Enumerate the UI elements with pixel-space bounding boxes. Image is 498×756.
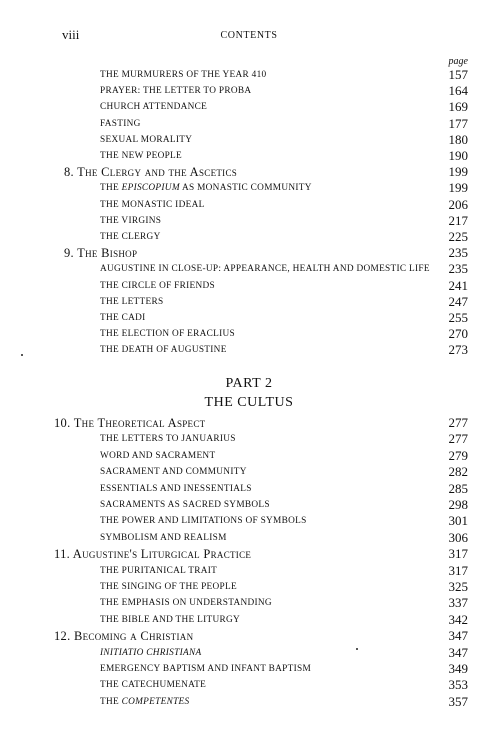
section-entry bbox=[100, 67, 468, 83]
page-number: 199 bbox=[448, 164, 468, 180]
section-title: SEXUAL MORALITY bbox=[100, 134, 193, 145]
section-entry bbox=[100, 132, 468, 148]
section-title: THE PURITANICAL TRAIT bbox=[100, 565, 218, 576]
section-title: THE ELECTION OF ERACLIUS bbox=[100, 329, 236, 340]
section-title: ESSENTIALS AND INESSENTIALS bbox=[100, 483, 252, 494]
section-title: PRAYER: THE LETTER TO PROBA bbox=[100, 86, 252, 97]
part-title: THE CULTUS bbox=[204, 395, 294, 410]
page-number: 270 bbox=[448, 326, 468, 342]
section-title: THE MURMURERS OF THE YEAR 410 bbox=[100, 70, 267, 80]
page-number: 357 bbox=[448, 693, 468, 709]
page-number: 235 bbox=[448, 261, 468, 277]
page-number: 317 bbox=[448, 546, 468, 562]
page-number: 282 bbox=[448, 464, 468, 480]
chapter-title: 9. The Bishop bbox=[64, 246, 138, 261]
page-number: 164 bbox=[448, 83, 468, 99]
page-number: 347 bbox=[448, 628, 468, 644]
section-entry bbox=[100, 579, 468, 595]
page-folio: viii bbox=[62, 27, 80, 42]
section-title: CHURCH ATTENDANCE bbox=[100, 102, 208, 113]
section-title: THE CATECHUMENATE bbox=[100, 680, 207, 691]
page-number: 342 bbox=[448, 611, 468, 627]
chapter-entry bbox=[64, 164, 468, 180]
section-entry bbox=[100, 197, 468, 213]
page-number: 277 bbox=[448, 431, 468, 447]
page-number: 235 bbox=[448, 245, 468, 261]
page-number: 241 bbox=[448, 277, 468, 293]
page-number: 306 bbox=[448, 529, 468, 545]
page-number: 349 bbox=[448, 661, 468, 676]
page-number: 157 bbox=[448, 67, 468, 82]
section-title: THE EMPHASIS ON UNDERSTANDING bbox=[100, 598, 272, 609]
section-title: THE SINGING OF THE PEOPLE bbox=[100, 582, 237, 592]
page-number: 177 bbox=[448, 115, 468, 131]
page-number: 180 bbox=[448, 131, 468, 147]
italic-term: INITIATIO CHRISTIANA bbox=[100, 647, 202, 658]
section-entry bbox=[100, 464, 468, 480]
section-title: THE POWER AND LIMITATIONS OF SYMBOLS bbox=[100, 516, 307, 527]
chapter-title: 10. The Theoretical Aspect bbox=[54, 416, 206, 430]
stray-mark bbox=[356, 648, 358, 650]
section-entry bbox=[100, 99, 468, 115]
page-number: 317 bbox=[448, 562, 468, 578]
section-entry bbox=[100, 180, 468, 196]
page-number: 225 bbox=[448, 229, 468, 244]
page-number: 199 bbox=[448, 180, 468, 196]
section-entry bbox=[100, 229, 468, 245]
running-head: CONTENTS bbox=[220, 30, 278, 41]
page-number: 217 bbox=[448, 212, 468, 228]
section-entry bbox=[100, 310, 468, 326]
section-title: THE VIRGINS bbox=[100, 215, 162, 226]
section-entry bbox=[100, 116, 468, 132]
section-title: THE CADI bbox=[100, 313, 146, 323]
page-number: 347 bbox=[448, 644, 468, 660]
section-entry bbox=[100, 513, 468, 529]
section-entry bbox=[100, 342, 468, 358]
section-title bbox=[100, 645, 201, 661]
section-entry bbox=[100, 481, 468, 497]
section-entry bbox=[100, 595, 468, 611]
page-column-label: page bbox=[448, 56, 468, 67]
page-number: 337 bbox=[448, 595, 468, 611]
section-title: SACRAMENT AND COMMUNITY bbox=[100, 467, 247, 478]
section-title: SYMBOLISM AND REALISM bbox=[100, 532, 227, 543]
section-entry bbox=[100, 448, 468, 464]
section-title: THE COMPETENTES bbox=[100, 696, 190, 707]
section-entry bbox=[100, 645, 468, 661]
section-title: THE MONASTIC IDEAL bbox=[100, 199, 205, 210]
page-number: 247 bbox=[448, 293, 468, 309]
section-entry bbox=[100, 294, 468, 310]
page-number: 206 bbox=[448, 196, 468, 212]
page-number: 273 bbox=[448, 342, 468, 358]
page-number: 277 bbox=[448, 415, 468, 430]
page-number: 298 bbox=[448, 497, 468, 512]
section-title: THE CIRCLE OF FRIENDS bbox=[100, 280, 216, 291]
section-entry bbox=[100, 612, 468, 628]
page-number: 301 bbox=[448, 513, 468, 529]
page-number: 353 bbox=[448, 677, 468, 693]
section-title: FASTING bbox=[100, 118, 141, 129]
italic-term: EPISCOPIUM bbox=[121, 183, 180, 194]
page-number: 325 bbox=[448, 579, 468, 594]
chapter-entry bbox=[64, 245, 468, 261]
section-title: AUGUSTINE IN CLOSE-UP: APPEARANCE, HEALTH AND DOMESTIC LIFE bbox=[100, 264, 430, 275]
page-number: 169 bbox=[448, 99, 468, 115]
section-title: THE DEATH OF AUGUSTINE bbox=[100, 345, 227, 356]
section-entry bbox=[100, 326, 468, 342]
section-title: THE NEW PEOPLE bbox=[100, 151, 183, 161]
page-number: 285 bbox=[448, 480, 468, 496]
section-title: THE EPISCOPIUM AS MONASTIC COMMUNITY bbox=[100, 183, 312, 194]
italic-term: COMPETENTES bbox=[121, 696, 190, 707]
chapter-entry bbox=[54, 415, 468, 431]
section-title: WORD AND SACRAMENT bbox=[100, 450, 216, 461]
section-entry bbox=[100, 497, 468, 513]
section-entry bbox=[100, 261, 468, 277]
stray-mark bbox=[21, 354, 23, 356]
section-entry bbox=[100, 677, 468, 693]
section-title: THE LETTERS bbox=[100, 296, 164, 307]
section-title: THE BIBLE AND THE LITURGY bbox=[100, 614, 241, 625]
part-label: PART 2 bbox=[225, 376, 273, 391]
section-entry bbox=[100, 148, 468, 164]
page-number: 255 bbox=[448, 310, 468, 325]
section-entry bbox=[100, 83, 468, 99]
page-number: 279 bbox=[448, 447, 468, 463]
section-entry bbox=[100, 530, 468, 546]
section-entry bbox=[100, 563, 468, 579]
section-title: EMERGENCY BAPTISM AND INFANT BAPTISM bbox=[100, 664, 312, 674]
chapter-entry bbox=[54, 628, 468, 644]
section-entry bbox=[100, 278, 468, 294]
chapter-title: 12. Becoming a Christian bbox=[54, 629, 194, 644]
section-title: THE CLERGY bbox=[100, 232, 161, 242]
section-entry bbox=[100, 213, 468, 229]
section-entry bbox=[100, 661, 468, 677]
chapter-entry bbox=[54, 546, 468, 562]
chapter-title: 11. Augustine's Liturgical Practice bbox=[54, 547, 252, 562]
section-title: THE LETTERS TO JANUARIUS bbox=[100, 434, 236, 445]
page-number: 190 bbox=[448, 148, 468, 163]
chapter-title: 8. The Clergy and the Ascetics bbox=[64, 165, 238, 180]
section-entry bbox=[100, 694, 468, 710]
section-title: SACRAMENTS AS SACRED SYMBOLS bbox=[100, 500, 270, 510]
section-entry bbox=[100, 431, 468, 447]
